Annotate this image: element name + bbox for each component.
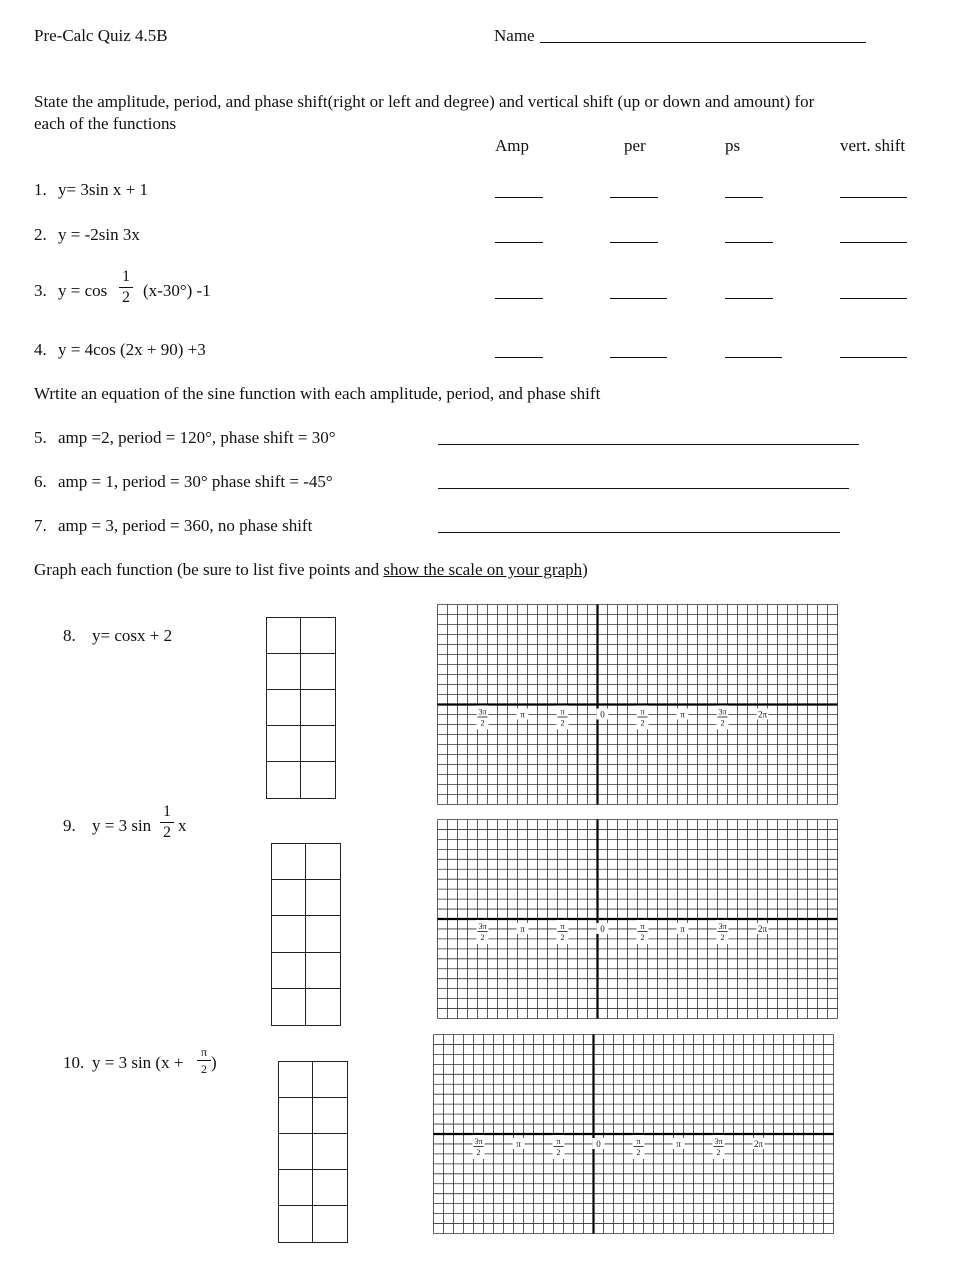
tick-label-numerator: π xyxy=(560,707,565,717)
section-3-heading-post: ) xyxy=(582,560,588,579)
problem-5-prompt: amp =2, period = 120°, phase shift = 30° xyxy=(58,428,336,447)
tick-label: 2π xyxy=(753,1139,764,1149)
table-cell[interactable] xyxy=(306,953,340,989)
table-cell[interactable] xyxy=(272,844,306,880)
problem-10-function-pre: y = 3 sin (x + xyxy=(92,1053,184,1072)
tick-label: 2π xyxy=(757,924,768,934)
problem-2-function: y = -2sin 3x xyxy=(58,225,140,244)
table-cell[interactable] xyxy=(267,762,301,798)
table-cell[interactable] xyxy=(267,690,301,726)
tick-label: 0 xyxy=(596,1139,601,1149)
fraction-bar xyxy=(160,822,174,823)
tick-label-numerator: 3π xyxy=(718,707,727,717)
problem-1-ps-blank[interactable] xyxy=(725,197,763,198)
tick-label: π xyxy=(520,924,525,934)
table-cell[interactable] xyxy=(301,726,335,762)
table-cell[interactable] xyxy=(301,618,335,654)
tick-label-numerator: π xyxy=(640,922,645,931)
problem-1-amp-blank[interactable] xyxy=(495,197,543,198)
tick-label-numerator: π xyxy=(556,1137,561,1146)
table-cell[interactable] xyxy=(272,916,306,952)
section-3-heading-pre: Graph each function (be sure to list five points and xyxy=(34,560,384,579)
intro-line-1: State the amplitude, period, and phase shift(right or left and degree) and vertical shift (up or down and amount) for xyxy=(34,92,815,111)
table-cell[interactable] xyxy=(301,690,335,726)
tick-label: 0 xyxy=(600,709,605,720)
name-label: Name xyxy=(494,26,535,45)
tick-label: π xyxy=(516,1139,521,1149)
problem-2-ps-blank[interactable] xyxy=(725,242,773,243)
table-cell[interactable] xyxy=(267,726,301,762)
tick-label: 0 xyxy=(600,924,605,934)
table-cell[interactable] xyxy=(279,1098,313,1134)
problem-9-function-post: x xyxy=(178,816,187,835)
name-field[interactable] xyxy=(540,42,866,43)
problem-6-number: 6. xyxy=(34,472,47,491)
tick-label-denominator: 2 xyxy=(716,1148,721,1157)
tick-label: π xyxy=(680,924,685,934)
problem-6-answer-blank[interactable] xyxy=(438,488,849,489)
table-cell[interactable] xyxy=(306,916,340,952)
problem-10-graph-grid[interactable] xyxy=(433,1034,834,1234)
table-cell[interactable] xyxy=(279,1062,313,1098)
table-cell[interactable] xyxy=(267,654,301,690)
problem-9-graph-grid[interactable] xyxy=(437,819,838,1019)
tick-label: π xyxy=(676,1139,681,1149)
table-cell[interactable] xyxy=(301,762,335,798)
tick-label-numerator: π xyxy=(640,707,645,717)
fraction-denominator: 2 xyxy=(122,289,130,306)
tick-label: π xyxy=(520,709,525,720)
fraction-numerator: π xyxy=(200,1045,208,1059)
tick-label-numerator: 3π xyxy=(474,1137,483,1146)
problem-3-ps-blank[interactable] xyxy=(725,298,773,299)
problem-10-fraction xyxy=(197,1046,211,1075)
intro-line-2: each of the functions xyxy=(34,114,177,133)
problem-2-vert-blank[interactable] xyxy=(840,242,907,243)
table-cell[interactable] xyxy=(267,618,301,654)
table-cell[interactable] xyxy=(272,989,306,1025)
problem-2-per-blank[interactable] xyxy=(610,242,658,243)
section-2-heading: Wrtite an equation of the sine function with each amplitude, period, and phase shift xyxy=(34,384,601,403)
table-cell[interactable] xyxy=(313,1134,347,1170)
table-cell[interactable] xyxy=(301,654,335,690)
problem-4-vert-blank[interactable] xyxy=(840,357,907,358)
problem-2-amp-blank[interactable] xyxy=(495,242,543,243)
table-cell[interactable] xyxy=(306,880,340,916)
problem-2-number: 2. xyxy=(34,225,47,244)
tick-label-denominator: 2 xyxy=(640,933,645,942)
table-cell[interactable] xyxy=(279,1206,313,1242)
problem-8-function: y= cosx + 2 xyxy=(92,626,173,645)
tick-label-numerator: 3π xyxy=(714,1137,723,1146)
fraction-numerator: 1 xyxy=(163,803,171,820)
problem-4-amp-blank[interactable] xyxy=(495,357,543,358)
tick-label-denominator: 2 xyxy=(560,933,565,942)
problem-9-function-pre: y = 3 sin xyxy=(92,816,152,835)
problem-1-number: 1. xyxy=(34,180,47,199)
tick-label-numerator: π xyxy=(560,922,565,931)
tick-label-denominator: 2 xyxy=(720,933,725,942)
problem-8-graph-grid[interactable] xyxy=(437,604,838,805)
table-cell[interactable] xyxy=(313,1098,347,1134)
table-cell[interactable] xyxy=(279,1134,313,1170)
table-cell[interactable] xyxy=(272,880,306,916)
fraction-numerator: 1 xyxy=(122,268,130,285)
tick-label-numerator: 3π xyxy=(718,922,727,931)
tick-label-denominator: 2 xyxy=(720,718,725,728)
tick-label-denominator: 2 xyxy=(480,933,485,942)
column-header-amp: Amp xyxy=(495,136,529,155)
tick-label-denominator: 2 xyxy=(560,718,565,728)
problem-3-function-pre: y = cos xyxy=(58,281,108,300)
problem-3-fraction xyxy=(119,269,133,306)
problem-6-prompt: amp = 1, period = 30° phase shift = -45° xyxy=(58,472,333,491)
tick-label-numerator: 3π xyxy=(478,707,487,717)
fraction-denominator: 2 xyxy=(201,1062,207,1076)
problem-4-per-blank[interactable] xyxy=(610,357,667,358)
section-3-heading-underlined: show the scale on your graph xyxy=(383,560,583,579)
problem-5-answer-blank[interactable] xyxy=(438,444,859,445)
fraction-denominator: 2 xyxy=(163,824,171,841)
tick-label: 2π xyxy=(757,709,768,720)
tick-label-denominator: 2 xyxy=(476,1148,481,1157)
problem-5-number: 5. xyxy=(34,428,47,447)
table-cell[interactable] xyxy=(272,953,306,989)
column-header-ps: ps xyxy=(725,136,741,155)
column-header-per: per xyxy=(624,136,646,155)
table-cell[interactable] xyxy=(306,989,340,1025)
table-cell[interactable] xyxy=(313,1170,347,1206)
problem-8-number: 8. xyxy=(63,626,76,645)
quiz-title: Pre-Calc Quiz 4.5B xyxy=(34,26,168,45)
problem-4-function: y = 4cos (2x + 90) +3 xyxy=(58,340,206,359)
problem-3-number: 3. xyxy=(34,281,47,300)
table-cell[interactable] xyxy=(306,844,340,880)
problem-9-fraction xyxy=(160,804,174,841)
table-cell[interactable] xyxy=(313,1062,347,1098)
problem-7-answer-blank[interactable] xyxy=(438,532,840,533)
problem-9-number: 9. xyxy=(63,816,76,835)
problem-7-number: 7. xyxy=(34,516,47,535)
problem-1-per-blank[interactable] xyxy=(610,197,658,198)
problem-10-function-post: ) xyxy=(211,1053,217,1072)
table-cell[interactable] xyxy=(279,1170,313,1206)
problem-1-vert-blank[interactable] xyxy=(840,197,907,198)
tick-label-denominator: 2 xyxy=(480,718,485,728)
column-header-vert-shift: vert. shift xyxy=(840,136,906,155)
tick-label-denominator: 2 xyxy=(556,1148,561,1157)
problem-10-number: 10. xyxy=(63,1053,85,1072)
tick-label-numerator: π xyxy=(636,1137,641,1146)
problem-4-number: 4. xyxy=(34,340,47,359)
table-cell[interactable] xyxy=(313,1206,347,1242)
fraction-bar xyxy=(119,287,133,288)
problem-4-ps-blank[interactable] xyxy=(725,357,782,358)
tick-label: π xyxy=(680,709,685,720)
problem-9-point-table[interactable] xyxy=(271,843,341,1026)
problem-7-prompt: amp = 3, period = 360, no phase shift xyxy=(58,516,313,535)
problem-3-function-post: (x-30°) -1 xyxy=(143,281,211,300)
problem-3-vert-blank[interactable] xyxy=(840,298,907,299)
section-3-heading xyxy=(34,561,588,578)
fraction-bar xyxy=(197,1060,211,1061)
problem-1-function: y= 3sin x + 1 xyxy=(58,180,149,199)
problem-10-point-table[interactable] xyxy=(278,1061,348,1243)
tick-label-numerator: 3π xyxy=(478,922,487,931)
problem-3-per-blank[interactable] xyxy=(610,298,667,299)
tick-label-denominator: 2 xyxy=(636,1148,641,1157)
problem-8-point-table[interactable] xyxy=(266,617,336,799)
problem-3-amp-blank[interactable] xyxy=(495,298,543,299)
tick-label-denominator: 2 xyxy=(640,718,645,728)
